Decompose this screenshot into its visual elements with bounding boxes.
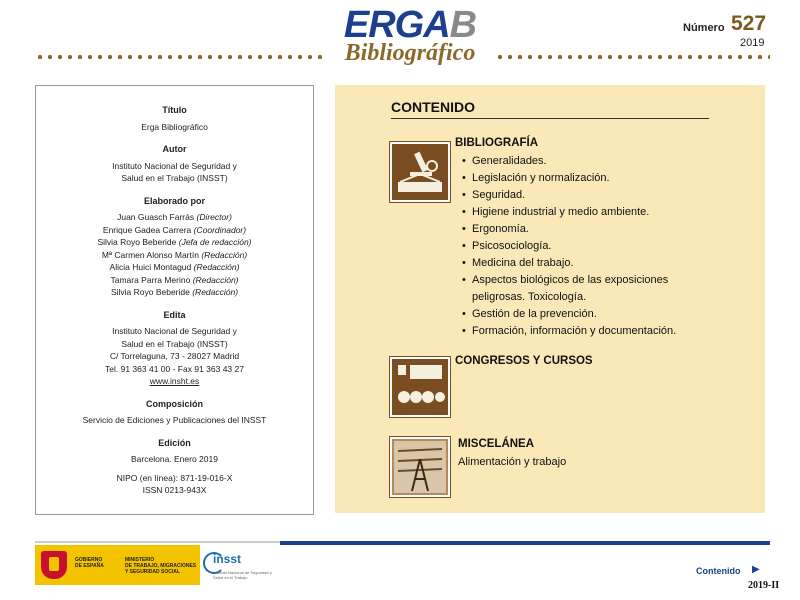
insst-logo [203, 548, 273, 584]
issn: ISSN 0213-943X [142, 485, 207, 495]
newspaper-tower-icon[interactable] [390, 437, 450, 497]
staff-line: Tamara Parra Merino (Redacción) [110, 274, 239, 285]
elaborado-heading: Elaborado por [143, 195, 205, 206]
page-code: 2019-II [748, 580, 780, 591]
autor-heading: Autor [162, 144, 187, 154]
edicion-value: Barcelona. Enero 2019 [131, 454, 218, 464]
autor-line-2: Salud en el Trabajo (INSST) [121, 173, 228, 183]
composicion-heading: Composición [145, 398, 203, 409]
logo-main: ERGAB [343, 4, 477, 46]
autor-line-1: Instituto Nacional de Seguridad y [112, 160, 237, 171]
list-item[interactable]: • Gestión de la prevención. [462, 306, 676, 323]
titulo-heading: Título [162, 105, 187, 115]
microscope-book-icon[interactable] [390, 142, 450, 202]
ministry-text: MINISTERIO DE TRABAJO, MIGRACIONES Y SEGURIDAD SOCIAL [125, 557, 197, 575]
titulo-value: Erga Bibliográfico [141, 121, 208, 132]
staff-line: Enrique Gadea Carrera (Coordinador) [102, 224, 247, 235]
bibliografia-list [462, 153, 676, 340]
edita-line-2: Salud en el Trabajo (INSST) [121, 338, 228, 349]
list-item[interactable]: • Psicosociología. [462, 238, 676, 255]
coat-of-arms-icon [41, 551, 67, 579]
edita-line-1: Instituto Nacional de Seguridad y [112, 326, 237, 336]
list-item[interactable]: • Seguridad. [462, 187, 676, 204]
staff-line: Silvia Royo Beberide (Redacción) [110, 287, 239, 297]
staff-line: Alicia Huici Montagud (Redacción) [109, 262, 240, 272]
contents-title: CONTENIDO [391, 99, 475, 115]
list-item[interactable]: • Higiene industrial y medio ambiente. [462, 204, 676, 221]
congresos-title[interactable]: CONGRESOS Y CURSOS [455, 355, 593, 367]
dotted-rule-right [495, 54, 770, 60]
composicion-value: Servicio de Ediciones y Publicaciones del INSST [82, 415, 267, 425]
classroom-icon[interactable] [390, 357, 450, 417]
miscelanea-title[interactable]: MISCELÁNEA [458, 438, 535, 450]
credits-panel [35, 85, 314, 515]
list-item[interactable]: • Medicina del trabajo. [462, 255, 676, 272]
staff-line: Mª Carmen Alonso Martín (Redacción) [101, 249, 248, 260]
issue-number-label: Número [683, 22, 725, 34]
government-logo [35, 545, 200, 585]
insst-subtitle: Instituto Nacional de Seguridad y Salud en el Trabajo [213, 570, 272, 580]
list-item[interactable]: • Generalidades. [462, 153, 676, 170]
edita-heading: Edita [163, 309, 186, 320]
next-arrow-icon[interactable]: ▶ [752, 564, 760, 575]
miscelanea-subtitle[interactable]: Alimentación y trabajo [458, 456, 567, 468]
edita-address: C/ Torrelaguna, 73 - 28027 Madrid [109, 351, 240, 361]
website-link[interactable]: www.insht.es [149, 376, 200, 386]
contents-divider [391, 118, 709, 119]
list-item[interactable]: • Aspectos biológicos de las exposiciones peligrosas. Toxicología. [462, 272, 676, 306]
list-item[interactable]: • Legislación y normalización. [462, 170, 676, 187]
footer-rule-blue [280, 541, 770, 545]
nipo: NIPO (en línea): 871-19-016-X [116, 472, 233, 483]
erga-logo [330, 6, 490, 68]
footer-rule-grey [35, 541, 280, 543]
issue-number: 527 [731, 12, 767, 35]
logo-subtitle: Bibliográfico [344, 40, 476, 66]
issue-year: 2019 [740, 37, 765, 49]
list-item[interactable]: • Ergonomía. [462, 221, 676, 238]
dotted-rule-left [35, 54, 325, 60]
list-item[interactable]: • Formación, información y documentación. [462, 323, 676, 340]
bibliografia-title[interactable]: BIBLIOGRAFÍA [455, 137, 539, 149]
edicion-heading: Edición [158, 437, 191, 448]
contents-panel [335, 85, 765, 513]
insst-wordmark: insst [213, 552, 242, 566]
gov-text: GOBIERNO DE ESPAÑA [75, 557, 104, 569]
edita-phone: Tel. 91 363 41 00 - Fax 91 363 43 27 [105, 363, 244, 374]
staff-line: Silvia Royo Beberide (Jefa de redacción) [97, 237, 252, 247]
staff-line: Juan Guasch Farrás (Director) [117, 212, 232, 222]
contenido-link[interactable]: Contenido [696, 566, 741, 576]
